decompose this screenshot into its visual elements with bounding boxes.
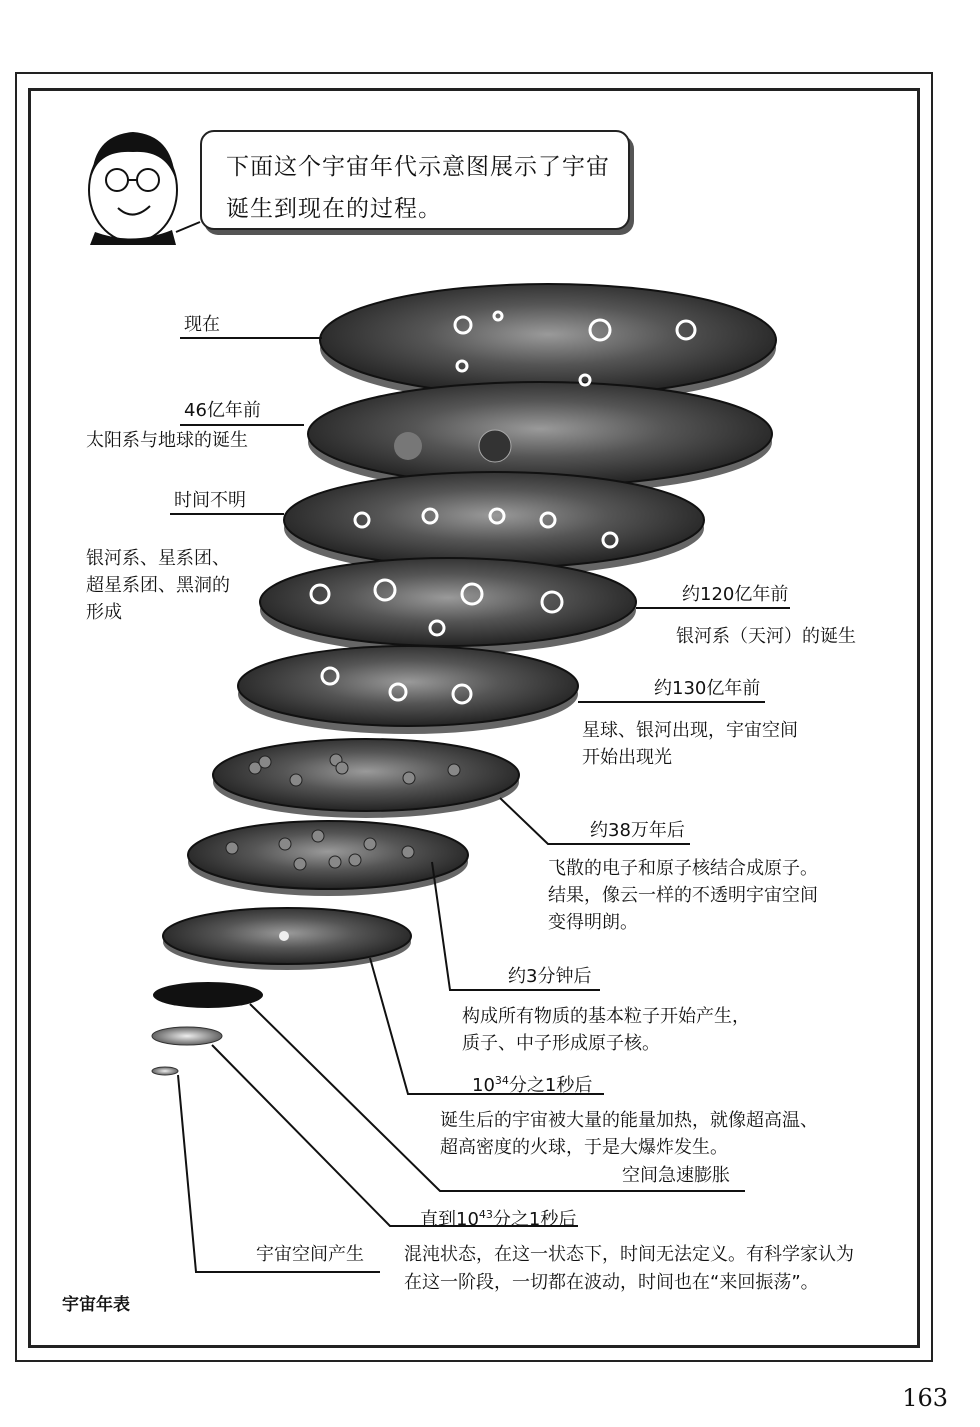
- label-130: 约130亿年前: [654, 678, 761, 699]
- label-galaxy-2: 超星系团、黑洞的: [86, 575, 230, 596]
- label-chaos-1: 混沌状态，在这一状态下，时间无法定义。有科学家认为: [404, 1244, 854, 1265]
- label-38-desc-2: 结果，像云一样的不透明宇宙空间: [548, 885, 818, 906]
- label-chaos-2: 在这一阶段，一切都在波动，时间也在“来回振荡”。: [404, 1272, 819, 1293]
- label-galaxy-1: 银河系、星系团、: [86, 548, 230, 569]
- label-34-desc-2: 超高密度的火球，于是大爆炸发生。: [440, 1137, 728, 1158]
- label-unknown: 时间不明: [174, 490, 246, 511]
- label-130-desc-1: 星球、银河出现，宇宙空间: [582, 720, 798, 741]
- label-46-desc: 太阳系与地球的诞生: [86, 430, 248, 451]
- label-10-34-rest: 分之1秒后: [508, 1075, 593, 1096]
- label-10-34-exp: 34: [494, 1074, 509, 1087]
- intro-text: [226, 146, 616, 230]
- label-120: 约120亿年前: [682, 584, 789, 605]
- label-46: 46亿年前: [184, 400, 261, 421]
- label-38-desc-3: 变得明朗。: [548, 912, 638, 933]
- professor-avatar: [89, 132, 200, 245]
- label-birth: 宇宙空间产生: [256, 1244, 364, 1265]
- label-now: 现在: [184, 314, 220, 335]
- label-10-34: [472, 1068, 592, 1099]
- label-3min-desc-1: 构成所有物质的基本粒子开始产生，: [462, 1006, 750, 1027]
- label-130-desc-2: 开始出现光: [582, 747, 672, 768]
- label-3min: 约3分钟后: [508, 966, 592, 987]
- figure-caption: 宇宙年表: [62, 1295, 130, 1315]
- label-10-43-rest: 分之1秒后: [492, 1209, 577, 1230]
- label-34-desc-1: 诞生后的宇宙被大量的能量加热，就像超高温、: [440, 1110, 818, 1131]
- label-10-43-exp: 43: [478, 1208, 493, 1221]
- label-120-desc: 银河系（天河）的诞生: [676, 626, 856, 647]
- page-number: 163: [902, 1384, 948, 1412]
- intro-line-2: 诞生到现在的过程。: [226, 196, 442, 222]
- label-10-43-pre: 直到10: [420, 1209, 479, 1230]
- label-galaxy-3: 形成: [86, 602, 122, 623]
- intro-line-1: 下面这个宇宙年代示意图展示了宇宙: [226, 154, 610, 180]
- label-38-desc-1: 飞散的电子和原子核结合成原子。: [548, 858, 818, 879]
- label-38: 约38万年后: [590, 820, 685, 841]
- label-10-34-base: 10: [472, 1075, 495, 1096]
- label-inflation: 空间急速膨胀: [622, 1165, 730, 1186]
- label-3min-desc-2: 质子、中子形成原子核。: [462, 1033, 660, 1054]
- label-10-43: [420, 1202, 576, 1233]
